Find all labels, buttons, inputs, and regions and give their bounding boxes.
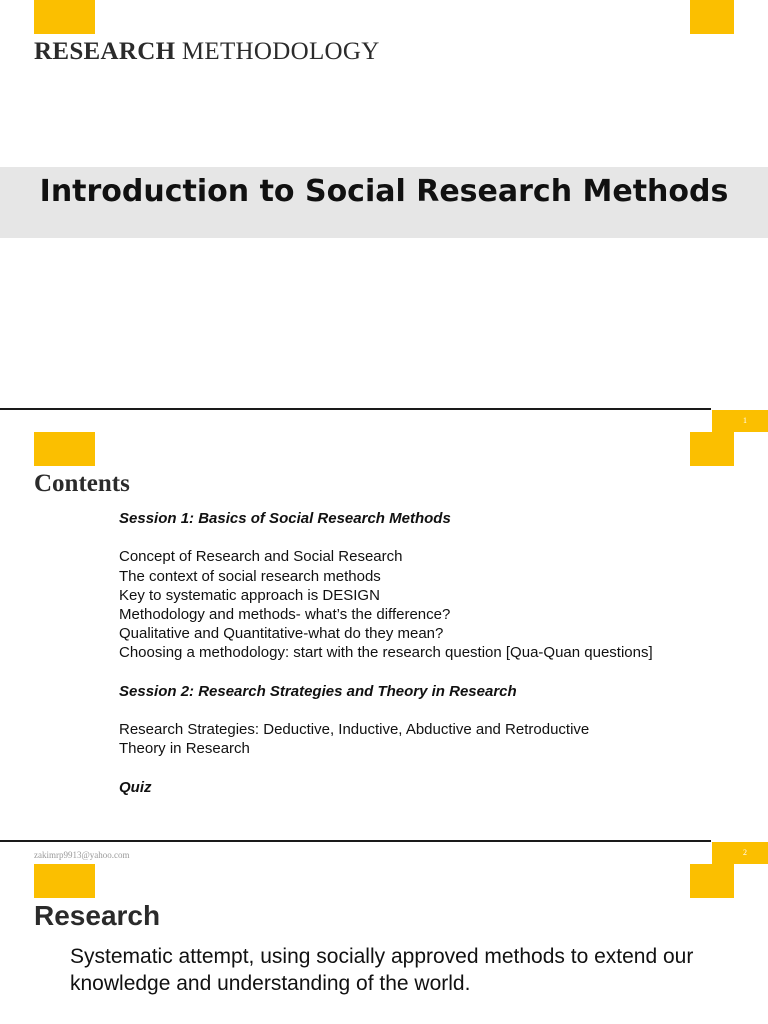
slide-research: [0, 842, 768, 1024]
session2-heading: Session 2: Research Strategies and Theory in Research: [119, 682, 517, 700]
research-definition: Systematic attempt, using socially approved methods to extend our knowledge and understanding of the world.: [70, 945, 694, 995]
list-item: Choosing a methodology: start with the research question [Qua-Quan questions]: [119, 644, 653, 662]
slide-contents: [0, 410, 768, 842]
page-number: 1: [743, 416, 747, 425]
accent-block-right: [690, 864, 734, 898]
accent-block-left: [34, 864, 95, 898]
footer-email: zakimrp9913@yahoo.com: [34, 850, 130, 860]
list-item: Key to systematic approach is DESIGN: [119, 586, 380, 604]
page-number: 2: [743, 848, 747, 857]
accent-block-left: [34, 0, 95, 34]
list-item: Concept of Research and Social Research: [119, 548, 403, 566]
session1-heading: Session 1: Basics of Social Research Methods: [119, 510, 451, 527]
list-item: Theory in Research: [119, 740, 250, 758]
course-heading-rest: METHODOLOGY: [175, 38, 380, 65]
presentation-title: Introduction to Social Research Methods: [39, 174, 729, 209]
contents-list: [119, 509, 653, 797]
contents-title: Contents: [34, 470, 130, 497]
list-item: Qualitative and Quantitative-what do they mean?: [119, 625, 444, 643]
course-heading-bold: RESEARCH: [34, 38, 176, 65]
list-item: Research Strategies: Deductive, Inductive, Abductive and Retroductive: [119, 721, 590, 739]
slide-title: [0, 0, 768, 410]
list-item: The context of social research methods: [119, 567, 381, 585]
accent-block-left: [34, 432, 95, 466]
accent-block-right: [690, 0, 734, 34]
list-item: Methodology and methods- what’s the difference?: [119, 606, 451, 623]
accent-block-right: [690, 432, 734, 466]
course-heading: [34, 38, 380, 66]
quiz-label: Quiz: [119, 778, 152, 796]
research-title: Research: [34, 900, 161, 931]
cut-off-text-line: [70, 1018, 670, 1024]
